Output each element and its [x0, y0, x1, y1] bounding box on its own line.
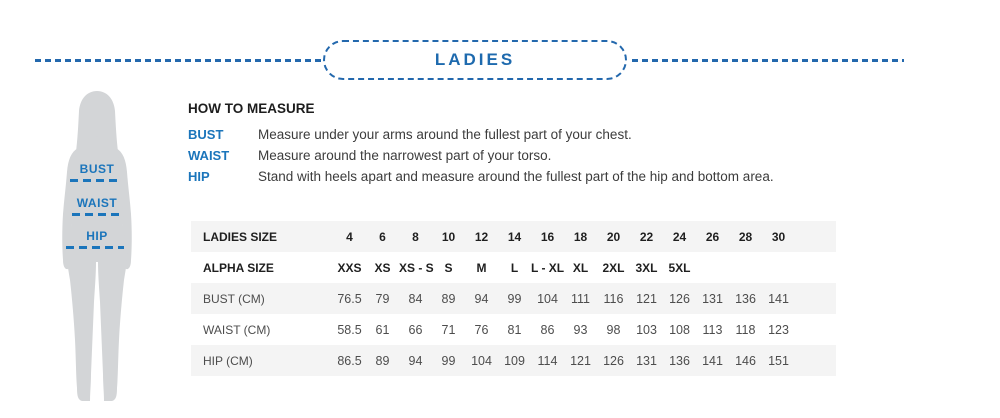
- table-cell: 5XL: [668, 260, 691, 275]
- table-cell: 28: [738, 229, 753, 244]
- table-cell: 58.5: [337, 322, 362, 337]
- measure-description: Measure under your arms around the fullest part of your chest.: [258, 127, 632, 142]
- table-cell: 116: [603, 291, 624, 306]
- measure-description: Measure around the narrowest part of your torso.: [258, 148, 552, 163]
- table-cell: 66: [408, 322, 423, 337]
- table-cell: 108: [669, 322, 690, 337]
- table-row: [191, 345, 836, 376]
- table-cell: XL: [572, 260, 589, 275]
- table-cell: 126: [603, 353, 624, 368]
- figure-bust-label: BUST: [79, 162, 115, 176]
- table-cell: 136: [669, 353, 690, 368]
- figure-waist-label: WAIST: [76, 196, 118, 210]
- row-label: HIP (CM): [203, 353, 253, 368]
- how-to-measure-title: HOW TO MEASURE: [188, 101, 315, 116]
- table-cell: 76.5: [337, 291, 362, 306]
- table-cell: 109: [504, 353, 525, 368]
- table-cell: 98: [606, 322, 621, 337]
- row-label: BUST (CM): [203, 291, 265, 306]
- figure-waist-dashed-line: [72, 213, 119, 216]
- table-cell: XS - S: [399, 260, 434, 275]
- table-cell: 8: [412, 229, 419, 244]
- table-cell: 3XL: [635, 260, 658, 275]
- table-cell: 136: [735, 291, 756, 306]
- table-cell: 24: [672, 229, 687, 244]
- table-cell: 123: [768, 322, 789, 337]
- table-cell: 6: [379, 229, 386, 244]
- table-cell: 10: [441, 229, 456, 244]
- table-cell: 111: [570, 291, 590, 306]
- table-cell: 2XL: [602, 260, 625, 275]
- table-cell: 94: [474, 291, 489, 306]
- table-cell: 126: [669, 291, 690, 306]
- table-row: [191, 252, 836, 283]
- table-cell: 81: [507, 322, 522, 337]
- table-cell: 20: [606, 229, 621, 244]
- table-cell: 141: [768, 291, 789, 306]
- table-cell: 26: [705, 229, 720, 244]
- table-cell: 114: [537, 353, 558, 368]
- table-cell: L - XL: [531, 260, 565, 275]
- dashed-rule-left: [35, 59, 321, 62]
- table-cell: 89: [375, 353, 390, 368]
- how-to-measure-section: [188, 101, 888, 187]
- table-cell: 84: [408, 291, 423, 306]
- table-cell: 71: [441, 322, 456, 337]
- table-cell: 16: [540, 229, 555, 244]
- table-cell: 30: [771, 229, 786, 244]
- table-row: [191, 283, 836, 314]
- table-cell: XS: [374, 260, 391, 275]
- table-cell: 131: [636, 353, 657, 368]
- table-cell: 146: [735, 353, 756, 368]
- table-cell: 131: [702, 291, 723, 306]
- measure-row-hip: [188, 166, 888, 187]
- table-cell: 4: [346, 229, 353, 244]
- table-cell: 118: [735, 322, 756, 337]
- table-cell: 103: [636, 322, 657, 337]
- table-cell: S: [444, 260, 453, 275]
- table-cell: 86: [540, 322, 555, 337]
- figure-hip-label: HIP: [86, 229, 108, 243]
- row-label: LADIES SIZE: [203, 229, 278, 244]
- ladies-section-label: LADIES: [434, 50, 516, 69]
- figure-bust-dashed-line: [70, 179, 122, 182]
- table-row: [191, 314, 836, 345]
- size-table: [191, 221, 836, 376]
- measure-term: HIP: [188, 169, 210, 184]
- table-cell: 76: [474, 322, 489, 337]
- table-cell: 79: [375, 291, 390, 306]
- table-cell: M: [476, 260, 487, 275]
- table-cell: 121: [636, 291, 657, 306]
- row-label: ALPHA SIZE: [203, 260, 274, 275]
- measure-description: Stand with heels apart and measure around the fullest part of the hip and bottom area.: [258, 169, 774, 184]
- table-row: [191, 221, 836, 252]
- table-cell: 94: [408, 353, 423, 368]
- figure-hip-dashed-line: [66, 246, 124, 249]
- table-cell: 12: [474, 229, 489, 244]
- ladies-section-badge: [323, 40, 627, 80]
- table-cell: 14: [507, 229, 522, 244]
- table-cell: 104: [471, 353, 492, 368]
- measure-row-waist: [188, 145, 888, 166]
- body-silhouette: [50, 88, 170, 412]
- table-cell: 99: [507, 291, 522, 306]
- table-cell: 113: [702, 322, 723, 337]
- table-cell: 93: [573, 322, 588, 337]
- table-cell: 22: [639, 229, 654, 244]
- measure-row-bust: [188, 124, 888, 145]
- table-cell: 104: [537, 291, 558, 306]
- table-cell: 151: [768, 353, 789, 368]
- dashed-rule-right: [632, 59, 904, 62]
- table-cell: 61: [375, 322, 390, 337]
- table-cell: 89: [441, 291, 456, 306]
- table-cell: XXS: [337, 260, 362, 275]
- measure-term: WAIST: [188, 148, 230, 163]
- table-cell: 86.5: [337, 353, 362, 368]
- row-label: WAIST (CM): [203, 322, 271, 337]
- table-cell: 99: [441, 353, 456, 368]
- table-cell: 18: [573, 229, 588, 244]
- table-cell: 121: [570, 353, 591, 368]
- table-cell: L: [510, 260, 519, 275]
- measure-term: BUST: [188, 127, 224, 142]
- table-cell: 141: [702, 353, 723, 368]
